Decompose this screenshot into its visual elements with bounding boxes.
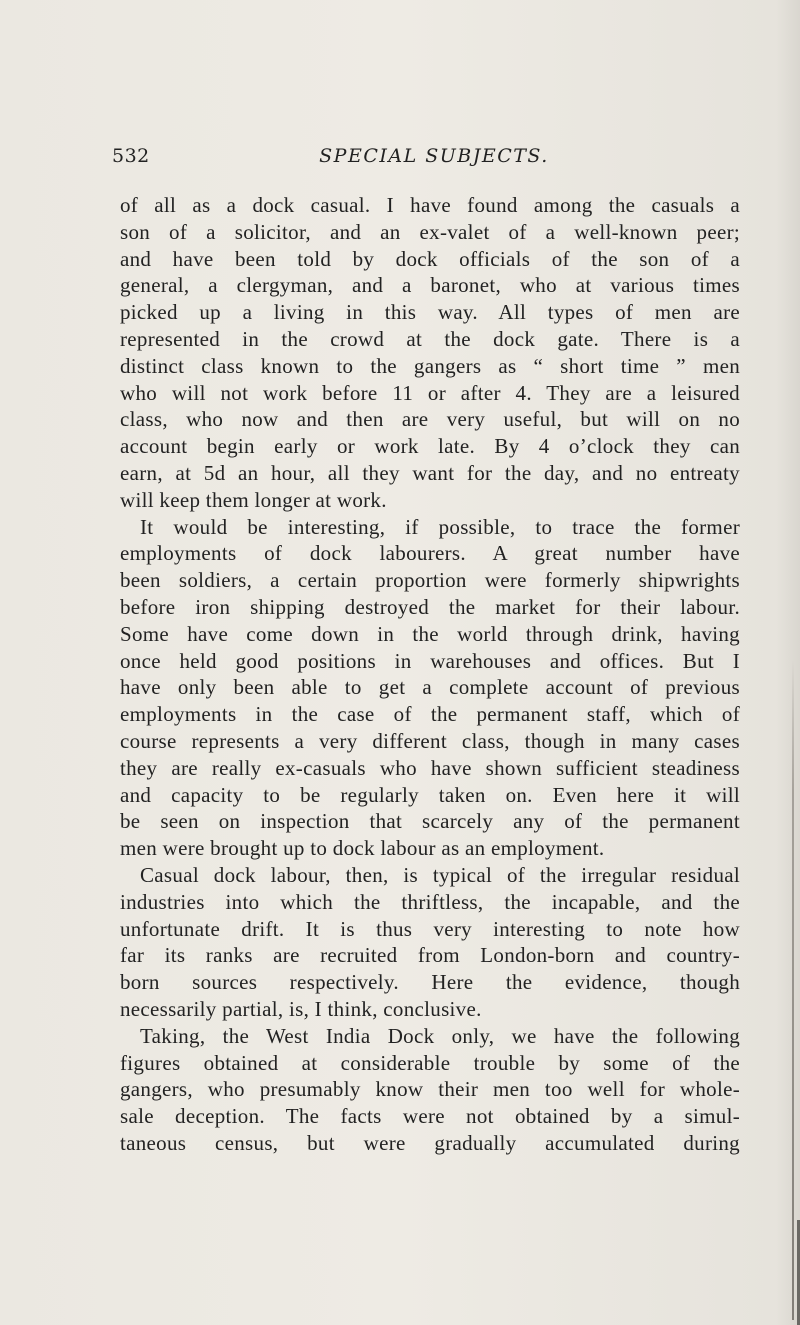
paragraph-start-line: It would be interesting, if possible, to trace the former [140,514,740,539]
text-line: sale deception. The facts were not obtained by a simul- [120,1104,740,1129]
text-line: once held good positions in warehouses and offices. But I [120,648,740,673]
page-edge-shadow [792,660,794,1320]
text-line: they are really ex-casuals who have shown sufficient steadiness [120,755,740,780]
text-line: picked up a living in this way. All types of men are [120,300,740,325]
text-line: necessarily partial, is, I think, conclusive. [120,996,482,1021]
text-line: industries into which the thriftless, the incapable, and the [120,889,740,914]
text-line: men were brought up to dock labour as an employment. [120,836,605,861]
text-line: represented in the crowd at the dock gate. There is a [120,326,740,351]
text-line: of all as a dock casual. I have found among the casuals a [120,193,740,217]
running-head: SPECIAL SUBJECTS. [319,145,549,167]
text-line: been soldiers, a certain proportion were formerly shipwrights [120,568,740,593]
text-line: taneous census, but were gradually accumulated during [120,1130,740,1155]
paragraph-start-line: Taking, the West India Dock only, we have the following [140,1023,740,1048]
text-line: gangers, who presumably know their men too well for whole- [120,1077,740,1102]
page-header [112,145,736,175]
paragraph-start-line: Casual dock labour, then, is typical of the irregular residual [140,862,740,887]
text-line: account begin early or work late. By 4 o’clock they can [120,434,740,459]
text-line: course represents a very different class, though in many cases [120,728,740,753]
text-line: earn, at 5d an hour, all they want for the day, and no entreaty [120,460,740,485]
text-line: be seen on inspection that scarcely any of the permanent [120,809,740,834]
page-number: 532 [112,145,150,167]
text-line: class, who now and then are very useful, but will on no [120,407,740,432]
text-line: will keep them longer at work. [120,487,387,512]
text-line: and capacity to be regularly taken on. Even here it will [120,782,740,807]
text-line: employments of dock labourers. A great number have [120,541,740,566]
text-line: before iron shipping destroyed the market for their labour. [120,594,740,619]
text-line: have only been able to get a complete account of previous [120,675,740,700]
body-text [120,192,740,1157]
text-line: employments in the case of the permanent staff, which of [120,702,740,727]
text-line: born sources respectively. Here the evidence, though [120,970,740,995]
text-line: Some have come down in the world through drink, having [120,621,740,646]
text-line: far its ranks are recruited from London-born and country- [120,943,740,968]
text-line: who will not work before 11 or after 4. They are a leisured [120,380,740,405]
text-line: son of a solicitor, and an ex-valet of a well-known peer; [120,219,740,244]
text-line: unfortunate drift. It is thus very interesting to note how [120,916,740,941]
text-line: figures obtained at considerable trouble by some of the [120,1050,740,1075]
text-line: and have been told by dock officials of the son of a [120,246,740,271]
text-line: distinct class known to the gangers as “ short time ” men [120,353,740,378]
text-line: general, a clergyman, and a baronet, who at various times [120,273,740,298]
